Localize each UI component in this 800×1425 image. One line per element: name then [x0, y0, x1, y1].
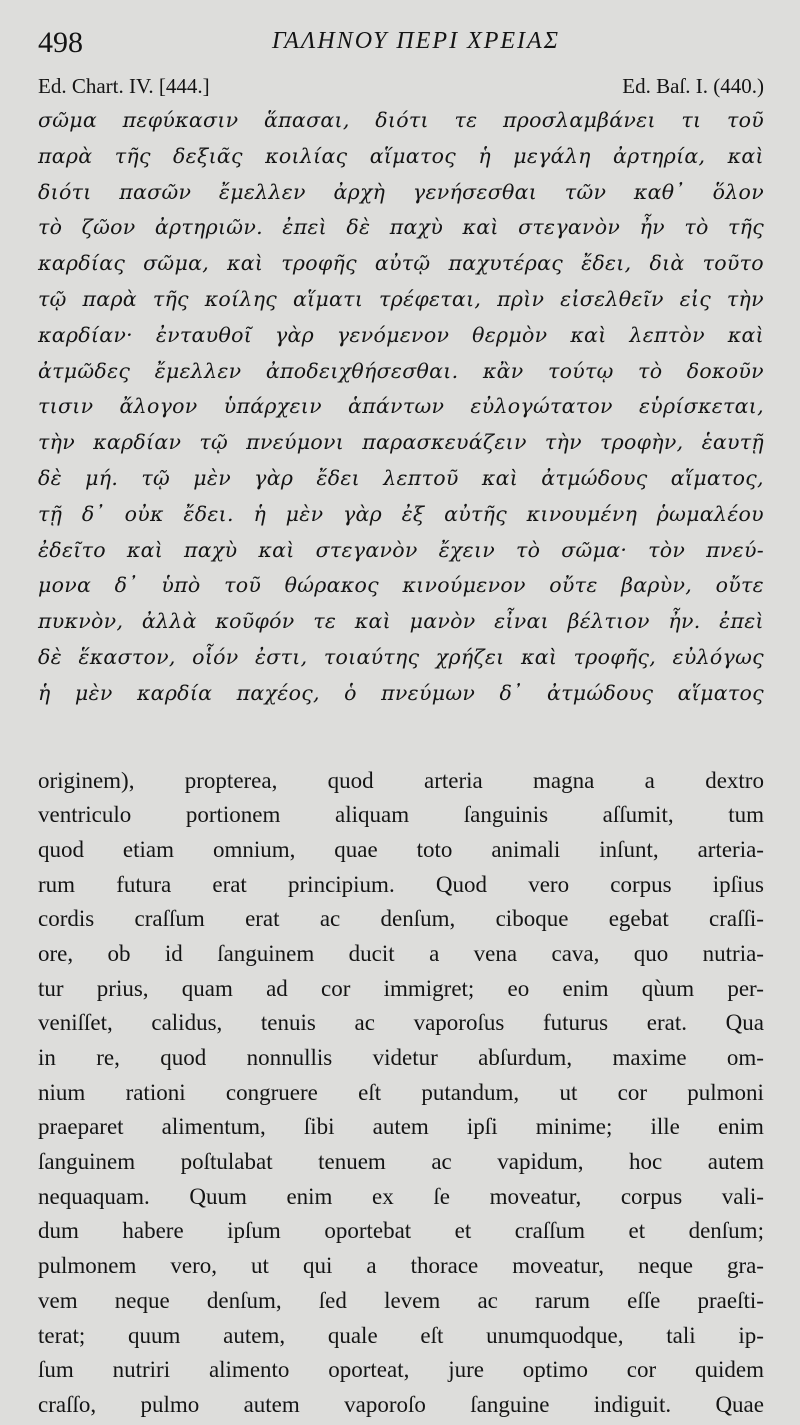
latin-text-line: craſſo, pulmo autem vaporoſo ſanguine indiguit. Quae [38, 1391, 764, 1417]
greek-text-block [38, 103, 764, 712]
latin-text-line: praeparet alimentum, ſibi autem ipſi minime; ille enim [38, 1114, 764, 1140]
greek-text-line: ἡ μὲν καρδία παχέος, ὁ πνεύμων δ᾽ ἀτμώδους αἵματος [38, 680, 764, 705]
latin-text-line: cordis craſſum erat ac denſum, ciboque egebat craſſi- [38, 906, 764, 932]
latin-text-line: vem neque denſum, ſed levem ac rarum eſſe praeſti- [38, 1287, 764, 1313]
latin-text-line: dum habere ipſum oportebat et craſſum et denſum; [38, 1218, 764, 1244]
running-title: ΓΑΛΗΝΟΥ ΠΕΡΙ ΧΡΕΙΑΣ [272, 28, 560, 54]
greek-text-line: τὸ ζῶον ἀρτηριῶν. ἐπεὶ δὲ παχὺ καὶ στεγανὸν ἦν τὸ τῆς [38, 215, 764, 240]
latin-text-line: ventriculo portionem aliquam ſanguinis aſſumit, tum [38, 802, 764, 828]
greek-text-line: δὲ μή. τῷ μὲν γὰρ ἔδει λεπτοῦ καὶ ἀτμώδους αἵματος, [38, 465, 764, 490]
greek-text-line: τὴν καρδίαν τῷ πνεύμονι παρασκευάζειν τὴν τροφὴν, ἑαυτῇ [38, 430, 764, 455]
greek-text-line: παρὰ τῆς δεξιᾶς κοιλίας αἵματος ἡ μεγάλη ἀρτηρία, καὶ [38, 143, 764, 168]
latin-text-line: quod etiam omnium, quae toto animali inſunt, arteria- [38, 836, 764, 862]
greek-text-line: διότι πασῶν ἔμελλεν ἀρχὴ γενήσεσθαι τῶν καθ᾽ ὅλον [38, 179, 764, 204]
latin-text-line: rum futura erat principium. Quod vero corpus ipſius [38, 871, 764, 897]
greek-text-line: σῶμα πεφύκασιν ἅπασαι, διότι τε προσλαμβάνει τι τοῦ [38, 108, 764, 132]
greek-text-line: τισιν ἄλογον ὑπάρχειν ἁπάντων εὐλογώτατον εὑρίσκεται, [38, 394, 764, 419]
edition-basel-ref: Ed. Baſ. I. (440.) [622, 74, 764, 98]
greek-text-line: δὲ ἕκαστον, οἷόν ἐστι, τοιαύτης χρήζει καὶ τροφῆς, εὐλόγως [38, 644, 764, 669]
running-head [38, 0, 764, 59]
latin-text-line: tur prius, quam ad cor immigret; eo enim qùum per- [38, 975, 764, 1001]
greek-text-line: πυκνὸν, ἀλλὰ κοῦφόν τε καὶ μανὸν εἶναι βέλτιον ἦν. ἐπεὶ [38, 609, 764, 634]
latin-text-line: pulmonem vero, ut qui a thorace moveatur, neque gra- [38, 1253, 764, 1279]
latin-text-line: ſum nutriri alimento oporteat, jure optimo cor quidem [38, 1357, 764, 1383]
latin-text-line: in re, quod nonnullis videtur abſurdum, maxime om- [38, 1045, 764, 1071]
latin-text-line: ſanguinem poſtulabat tenuem ac vapidum, hoc autem [38, 1149, 764, 1175]
edition-chartier-ref: Ed. Chart. IV. [444.] [38, 74, 210, 98]
latin-text-line: nequaquam. Quum enim ex ſe moveatur, corpus vali- [38, 1183, 764, 1209]
latin-text-line: ore, ob id ſanguinem ducit a vena cava, quo nutria- [38, 940, 764, 966]
page-number: 498 [38, 26, 83, 59]
greek-text-line: καρδίας σῶμα, καὶ τροφῆς αὐτῷ παχυτέρας ἔδει, διὰ τοῦτο [38, 251, 764, 276]
edition-references [38, 72, 764, 100]
latin-text-line: terat; quum autem, quale eſt unumquodque, tali ip- [38, 1322, 764, 1348]
latin-translation-block [38, 764, 764, 1423]
greek-text-line: τῷ παρὰ τῆς κοίλης αἵματι τρέφεται, πρὶν εἰσελθεῖν εἰς τὴν [38, 286, 764, 311]
section-gap [38, 712, 764, 764]
latin-text-line: nium rationi congruere eſt putandum, ut cor pulmoni [38, 1079, 764, 1105]
greek-text-line: τῇ δ᾽ οὐκ ἔδει. ἡ μὲν γὰρ ἐξ αὐτῆς κινουμένη ῥωμαλέου [38, 501, 764, 526]
greek-text-line: ἀτμῶδες ἔμελλεν ἀποδειχθήσεσθαι. κἂν τούτῳ τὸ δοκοῦν [38, 358, 764, 383]
latin-text-line: originem), propterea, quod arteria magna a dextro [38, 767, 764, 793]
greek-text-line: μονα δ᾽ ὑπὸ τοῦ θώρακος κινούμενον οὔτε βαρὺν, οὔτε [38, 573, 764, 598]
greek-text-line: καρδίαν· ἐνταυθοῖ γὰρ γενόμενον θερμὸν καὶ λεπτὸν καὶ [38, 322, 764, 347]
latin-text-line: veniſſet, calidus, tenuis ac vaporoſus futurus erat. Qua [38, 1010, 764, 1036]
greek-text-line: ἐδεῖτο καὶ παχὺ καὶ στεγανὸν ἔχειν τὸ σῶμα· τὸν πνεύ- [38, 537, 764, 562]
